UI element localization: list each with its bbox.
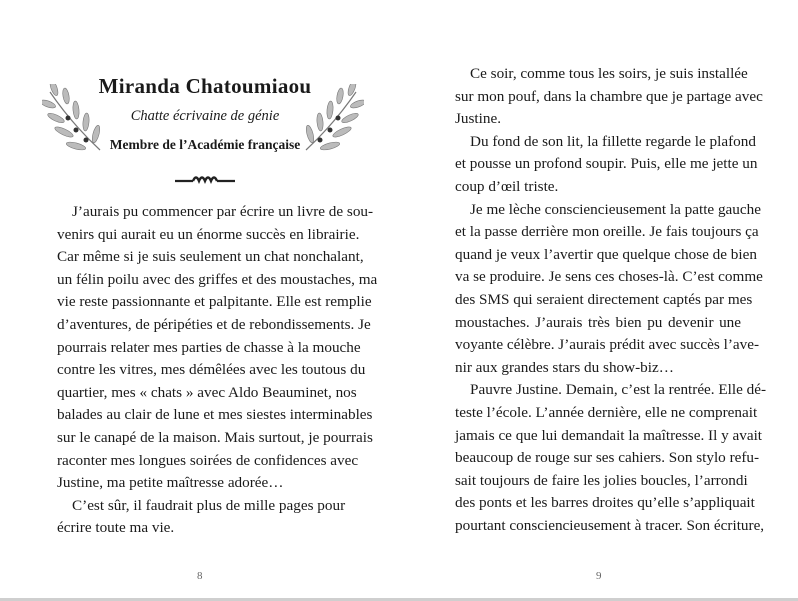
text-line: moustaches. J’aurais très bien pu devenir une — [455, 313, 741, 331]
text-line: contre les vitres, mes démêlées avec les toutous du — [57, 361, 366, 379]
author-subtitle: Chatte écrivaine de génie — [130, 108, 280, 124]
text-line: Ce soir, comme tous les soirs, je suis installée — [470, 65, 748, 82]
text-line: écrire toute ma vie. — [57, 519, 175, 537]
left-page — [0, 0, 399, 598]
text-line: d’aventures, de péripéties et de rebondissements. Je — [57, 315, 371, 333]
text-line: Justine. — [455, 110, 501, 128]
text-line: vie reste passionnante et palpitante. Elle est remplie — [57, 293, 372, 311]
text-line: nir aux grandes stars du show-biz… — [455, 358, 674, 376]
text-line: Pauvre Justine. Demain, c’est la rentrée. Elle dé- — [470, 381, 767, 399]
page-number: 8 — [197, 570, 203, 582]
text-line: pourtant consciencieusement à tracer. Son écriture, — [455, 516, 765, 534]
body-text — [57, 201, 378, 540]
text-line: sait toujours de faire les jolies boucles, l’arrondi — [455, 471, 748, 489]
text-line: Je me lèche consciencieusement la patte gauche — [470, 200, 761, 218]
text-line: Du fond de son lit, la fillette regarde le plafond — [470, 132, 756, 150]
text-line: J’aurais pu commencer par écrire un livre de sou- — [72, 203, 374, 220]
text-line: teste l’école. L’année dernière, elle ne comprenait — [455, 403, 758, 421]
author-membership: Membre de l’Académie française — [109, 137, 301, 152]
page-number: 9 — [596, 570, 602, 582]
text-line: quartier, mes « chats » avec Aldo Beauminet, nos — [57, 383, 357, 401]
text-line: et pousse un profond soupir. Puis, elle me jette un — [455, 155, 758, 173]
text-line: pourrais relater mes parties de chasse à la mouche — [57, 338, 361, 356]
ornament-flourish-icon — [175, 172, 235, 188]
text-line: raconter mes longues soirées de confidences avec — [57, 451, 359, 469]
text-line: va se produire. Je sens ces choses-là. C’est comme — [455, 268, 763, 286]
text-line: jamais ce que lui demandait la maîtresse. Il y avait — [455, 426, 763, 444]
text-line: quand je veux l’avertir que quelque chose de bien — [455, 245, 757, 263]
text-line: beaucoup de rouge sur ses cahiers. Son stylo refu- — [455, 449, 760, 467]
text-line: sur mon pouf, dans la chambre que je partage avec — [455, 87, 763, 105]
body-text — [455, 63, 767, 537]
text-line: Justine, ma petite maîtresse adorée… — [57, 474, 284, 492]
text-line: balades au clair de lune et mes siestes interminables — [57, 406, 373, 424]
text-line: des SMS qui seraient directement captés par mes — [455, 290, 753, 308]
text-line: sur le canapé de la maison. Mais surtout, je pourrais — [57, 428, 373, 446]
text-line: venirs qui aurait eu un énorme succès en librairie. — [57, 225, 360, 243]
text-line: un félin poilu avec des griffes et des moustaches, ma — [57, 270, 378, 288]
text-line: et la passe derrière mon oreille. Je fais toujours ça — [455, 223, 759, 241]
author-title: Miranda Chatoumiaou — [98, 74, 312, 98]
right-page — [399, 0, 798, 598]
text-line: coup d’œil triste. — [455, 177, 559, 195]
text-line: Car même si je suis seulement un chat nonchalant, — [57, 248, 364, 266]
text-line: C’est sûr, il faudrait plus de mille pages pour — [72, 496, 346, 514]
text-line: des ponts et les barres droites qu’elle s’appliquait — [455, 494, 755, 512]
text-line: voyante célèbre. J’aurais prédit avec succès l’ave- — [455, 336, 760, 354]
